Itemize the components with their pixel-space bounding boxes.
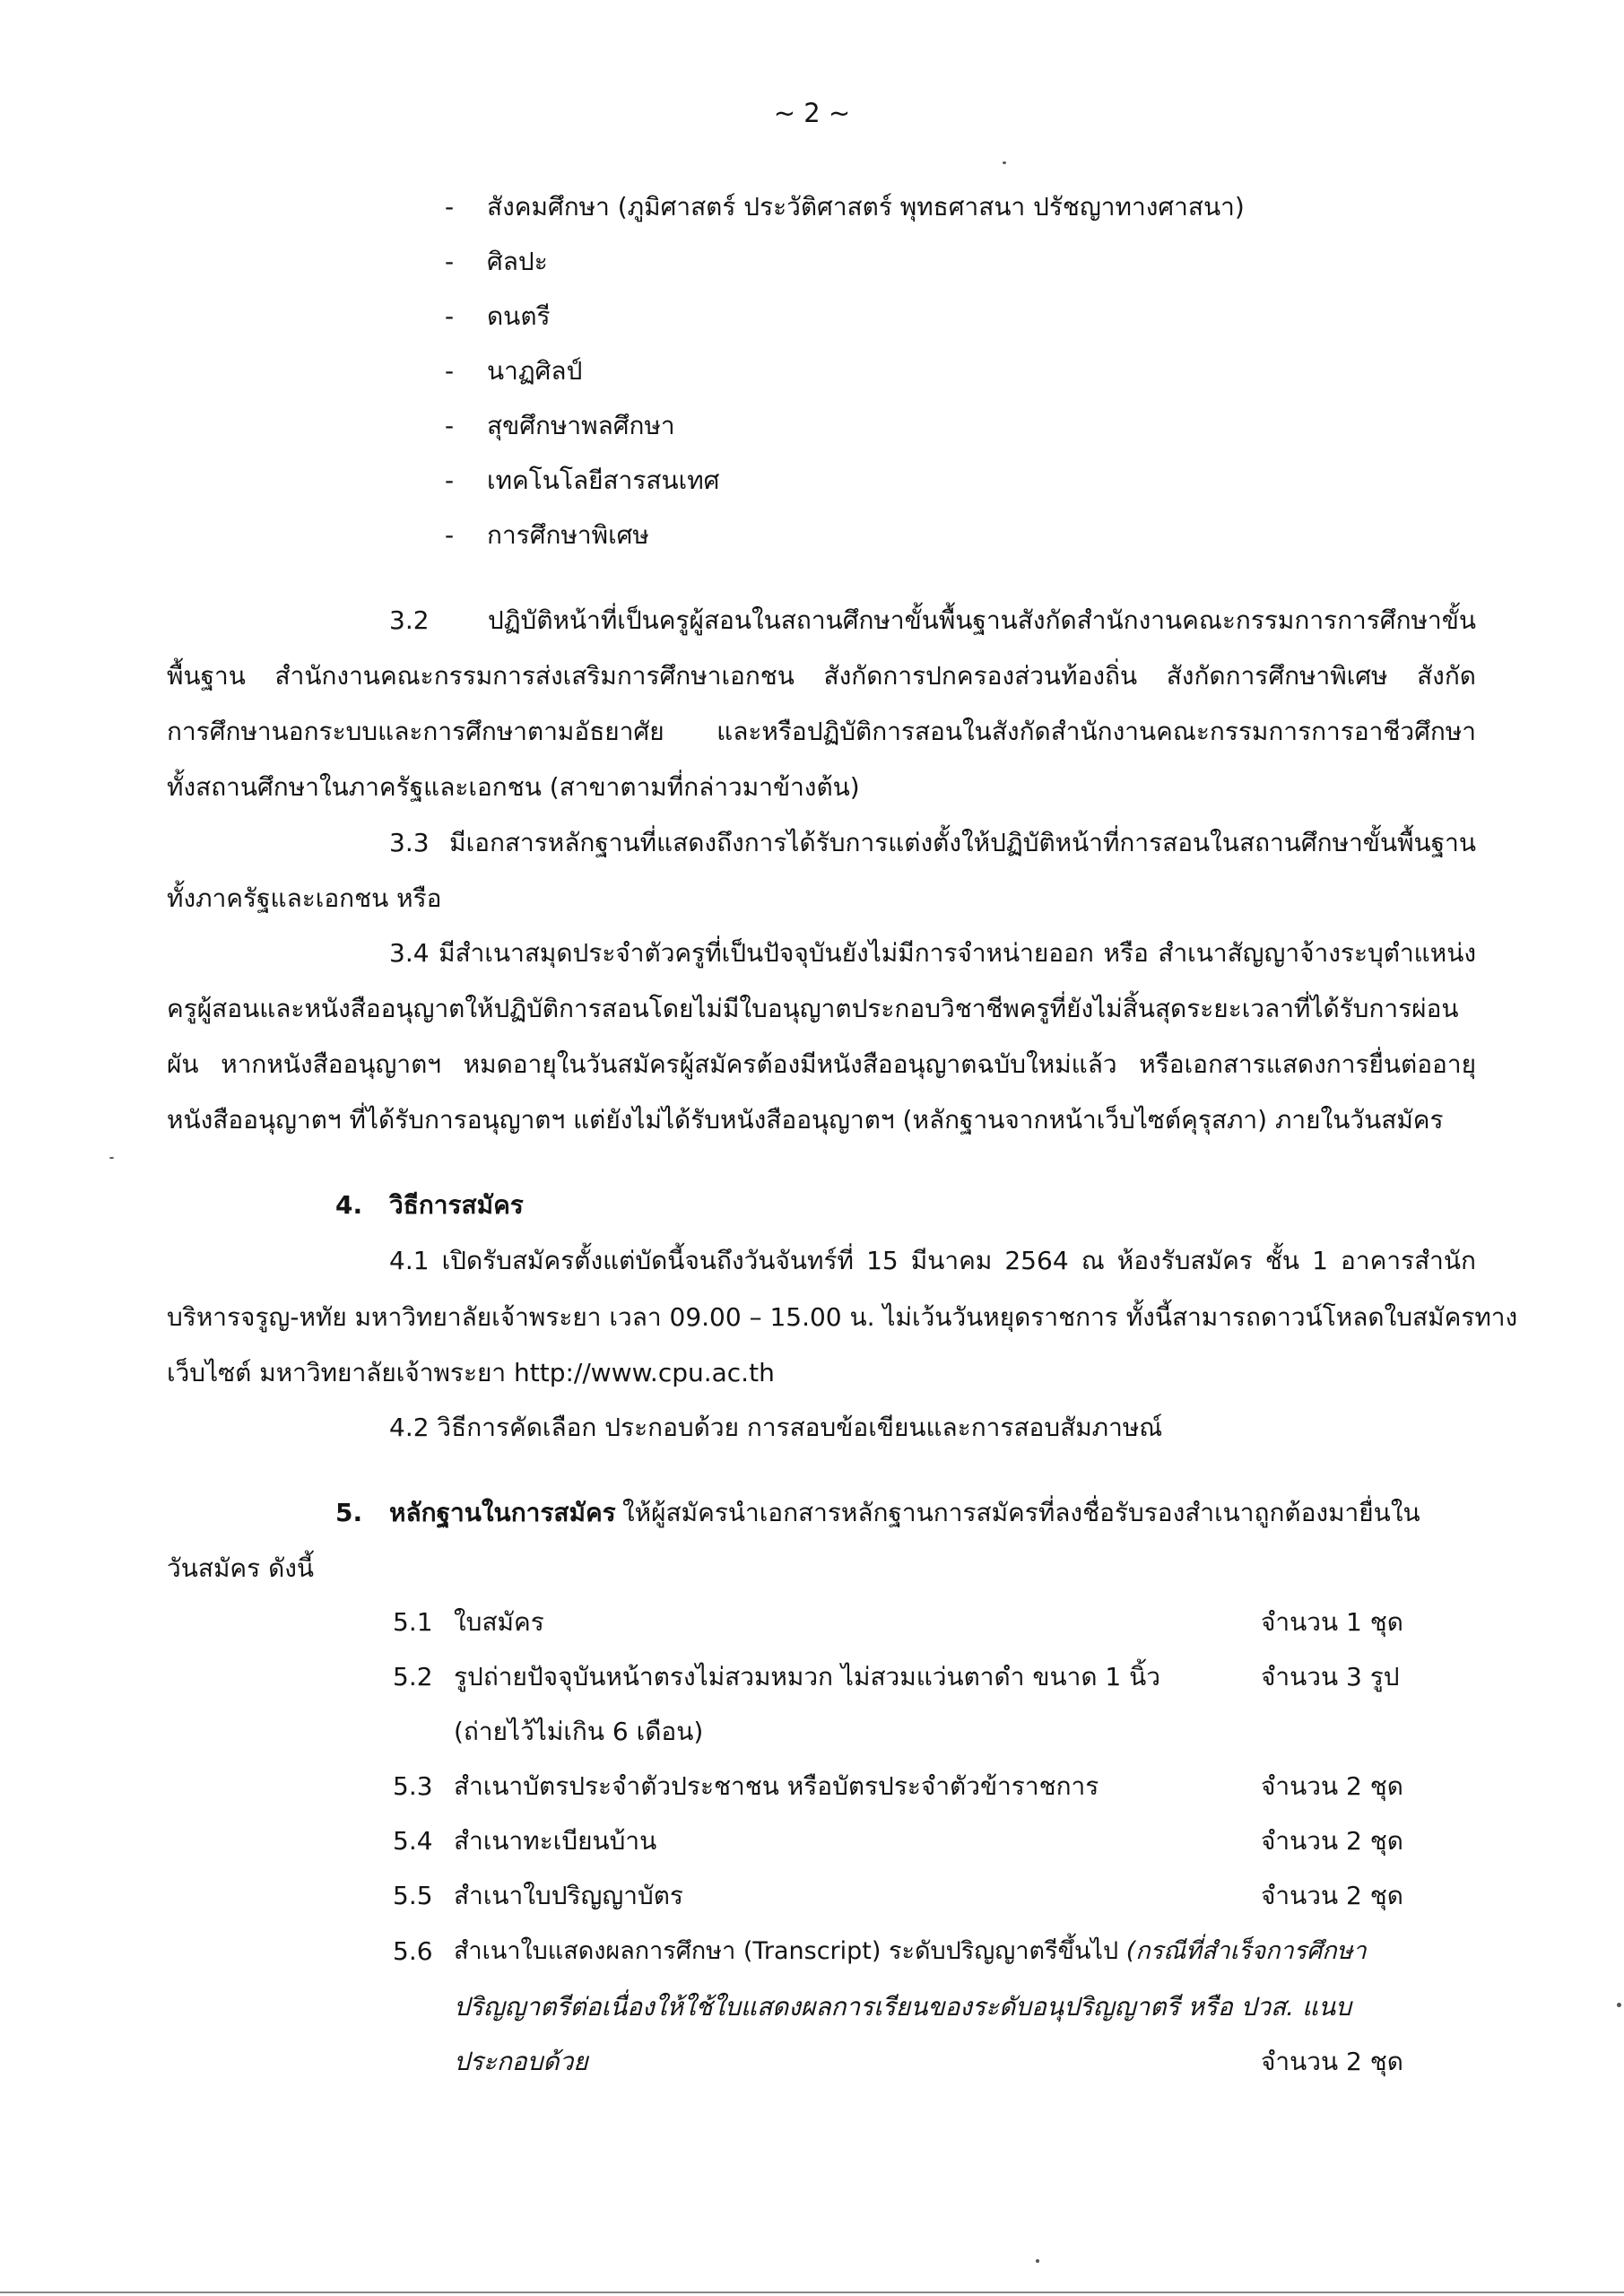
- paragraph-line: 4.2 วิธีการคัดเลือก ประกอบด้วย การสอบข้อเขียนและการสอบสัมภาษณ์: [389, 1413, 1163, 1442]
- paragraph-line: บริหารจรูญ-หทัย มหาวิทยาลัยเจ้าพระยา เวลา 09.00 – 15.00 น. ไม่เว้นวันหยุดราชการ ทั้งนี้สามารถดาวน์โหลดใบสมัครทาง: [167, 1302, 1518, 1332]
- item-text: [454, 1939, 1476, 1963]
- item-text: ใบสมัคร: [454, 1607, 544, 1637]
- paragraph-line: พื้นฐาน สำนักงานคณะกรรมการส่งเสริมการศึกษาเอกชน สังกัดการปกครองส่วนท้องถิ่น สังกัดการศึกษาพิเศษ สังกัด: [167, 661, 1476, 691]
- section-title: หลักฐานในการสมัคร: [389, 1498, 616, 1527]
- item-count: จำนวน 3 รูป: [1261, 1662, 1400, 1692]
- bullet-dash: -: [445, 465, 455, 495]
- item-text-continued: ประกอบด้วย: [454, 2047, 588, 2076]
- paragraph-line: ทั้งสถานศึกษาในภาครัฐและเอกชน (สาขาตามที่กล่าวมาข้างต้น): [167, 772, 860, 802]
- list-item: ศิลปะ: [487, 247, 548, 276]
- bullet-dash: -: [445, 411, 455, 440]
- item-text-plain: สำเนาใบแสดงผลการศึกษา (Transcript) ระดับปริญญาตรีขึ้นไป: [454, 1937, 1126, 1965]
- scan-speck: [1003, 161, 1006, 164]
- paragraph-line: ผัน หากหนังสืออนุญาตฯ หมดอายุในวันสมัครผู้สมัครต้องมีหนังสืออนุญาตฉบับใหม่แล้ว หรือเอกสารแสดงการยื่นต่ออายุ: [167, 1049, 1476, 1079]
- paragraph-line: ทั้งภาครัฐและเอกชน หรือ: [167, 883, 442, 913]
- item-text-italic: (กรณีที่สำเร็จการศึกษา: [1125, 1937, 1367, 1965]
- bullet-dash: -: [445, 247, 455, 276]
- paragraph-line: 3.2 ปฏิบัติหน้าที่เป็นครูผู้สอนในสถานศึกษาขั้นพื้นฐานสังกัดสำนักงานคณะกรรมการการศึกษาขั้น: [389, 605, 1476, 635]
- item-number: 5.6: [393, 1936, 433, 1966]
- item-text: รูปถ่ายปัจจุบันหน้าตรงไม่สวมหมวก ไม่สวมแว่นตาดำ ขนาด 1 นิ้ว: [454, 1662, 1161, 1692]
- list-item: ดนตรี: [487, 301, 551, 331]
- item-count: จำนวน 2 ชุด: [1261, 1881, 1403, 1910]
- bullet-dash: -: [445, 356, 455, 386]
- paragraph-line: ครูผู้สอนและหนังสืออนุญาตให้ปฏิบัติการสอนโดยไม่มีใบอนุญาตประกอบวิชาชีพครูที่ยังไม่สิ้นสุดระยะเวลาที่ได้รับการผ่อน: [167, 994, 1459, 1023]
- scan-speck: [109, 1157, 114, 1159]
- page-number: ~ 2 ~: [773, 98, 851, 128]
- paragraph-line: 4.1 เปิดรับสมัครตั้งแต่บัดนี้จนถึงวันจันทร์ที่ 15 มีนาคม 2564 ณ ห้องรับสมัคร ชั้น 1 อาคารสำนัก: [389, 1246, 1476, 1275]
- item-number: 5.3: [393, 1771, 433, 1801]
- scan-edge-line: [0, 2292, 1624, 2293]
- section-title: วิธีการสมัคร: [389, 1190, 524, 1220]
- item-count: จำนวน 1 ชุด: [1261, 1607, 1403, 1637]
- bullet-dash: -: [445, 301, 455, 331]
- paragraph-line: การศึกษานอกระบบและการศึกษาตามอัธยาศัย และหรือปฏิบัติการสอนในสังกัดสำนักงานคณะกรรมการการอาชีวศึกษา: [167, 717, 1476, 746]
- bullet-dash: -: [445, 520, 455, 550]
- item-count: จำนวน 2 ชุด: [1261, 1826, 1403, 1856]
- paragraph-line: เว็บไซต์ มหาวิทยาลัยเจ้าพระยา http://www.cpu.ac.th: [167, 1358, 775, 1387]
- list-item: สังคมศึกษา (ภูมิศาสตร์ ประวัติศาสตร์ พุทธศาสนา ปรัชญาทางศาสนา): [487, 192, 1245, 222]
- item-number: 5.5: [393, 1881, 433, 1910]
- paragraph-line: หนังสืออนุญาตฯ ที่ได้รับการอนุญาตฯ แต่ยังไม่ได้รับหนังสืออนุญาตฯ (หลักฐานจากหน้าเว็บไซต์คุรุสภา) ภายในวันสมัคร: [167, 1105, 1444, 1135]
- bullet-dash: -: [445, 192, 455, 222]
- item-text: สำเนาทะเบียนบ้าน: [454, 1826, 657, 1856]
- item-text: สำเนาใบปริญญาบัตร: [454, 1881, 683, 1910]
- item-count: จำนวน 2 ชุด: [1261, 2047, 1403, 2076]
- item-number: 5.1: [393, 1607, 433, 1637]
- scan-speck: [1617, 2003, 1621, 2007]
- item-text-continued: (ถ่ายไว้ไม่เกิน 6 เดือน): [454, 1717, 704, 1746]
- paragraph-line: ให้ผู้สมัครนำเอกสารหลักฐานการสมัครที่ลงชื่อรับรองสำเนาถูกต้องมายื่นใน: [622, 1498, 1420, 1527]
- item-number: 5.4: [393, 1826, 433, 1856]
- section-number: 5.: [335, 1498, 363, 1527]
- list-item: นาฏศิลป์: [487, 356, 583, 386]
- section-number: 4.: [335, 1190, 363, 1220]
- scan-speck: [1036, 2259, 1039, 2263]
- item-text: สำเนาบัตรประจำตัวประชาชน หรือบัตรประจำตัวข้าราชการ: [454, 1771, 1099, 1801]
- item-count: จำนวน 2 ชุด: [1261, 1771, 1403, 1801]
- paragraph-line: วันสมัคร ดังนี้: [167, 1553, 315, 1583]
- item-number: 5.2: [393, 1662, 433, 1692]
- paragraph-line: 3.3 มีเอกสารหลักฐานที่แสดงถึงการได้รับการแต่งตั้งให้ปฏิบัติหน้าที่การสอนในสถานศึกษาขั้นพื้นฐาน: [389, 828, 1476, 857]
- item-text-continued: ปริญญาตรีต่อเนื่องให้ใช้ใบแสดงผลการเรียนของระดับอนุปริญญาตรี หรือ ปวส. แนบ: [454, 1992, 1351, 2022]
- list-item: สุขศึกษาพลศึกษา: [487, 411, 675, 440]
- paragraph-line: 3.4 มีสำเนาสมุดประจำตัวครูที่เป็นปัจจุบันยังไม่มีการจำหน่ายออก หรือ สำเนาสัญญาจ้างระบุตำแหน่ง: [389, 938, 1476, 968]
- list-item: การศึกษาพิเศษ: [487, 520, 649, 550]
- list-item: เทคโนโลยีสารสนเทศ: [487, 465, 720, 495]
